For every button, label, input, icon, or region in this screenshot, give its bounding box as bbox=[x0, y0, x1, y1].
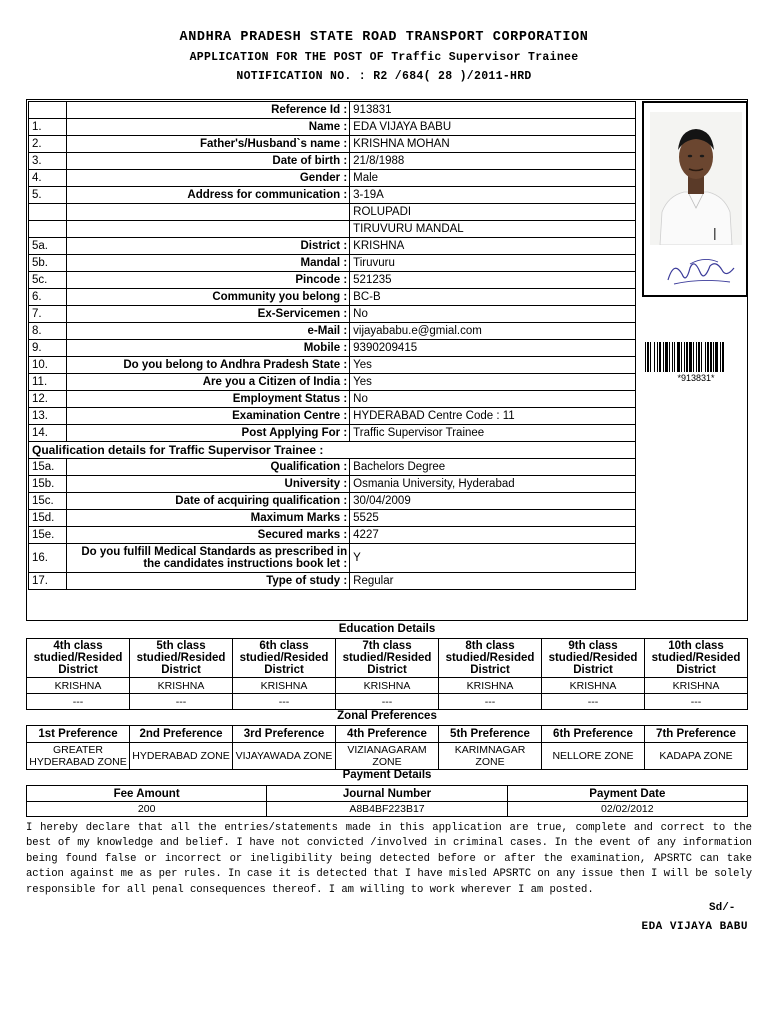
form-row bbox=[29, 425, 636, 442]
applicant-details-table bbox=[28, 101, 636, 590]
payment-header: Payment Date bbox=[507, 786, 747, 802]
field-value: 5525 bbox=[350, 510, 636, 527]
form-row bbox=[29, 136, 636, 153]
row-number: 3. bbox=[29, 153, 67, 170]
row-number: 16. bbox=[29, 544, 67, 573]
form-row bbox=[29, 459, 636, 476]
field-label: Name : bbox=[67, 119, 350, 136]
barcode-bar bbox=[715, 342, 718, 372]
field-label: Ex-Servicemen : bbox=[67, 306, 350, 323]
row-number: 8. bbox=[29, 323, 67, 340]
education-header: 8th class studied/Resided District bbox=[439, 639, 542, 678]
zone-header: 2nd Preference bbox=[130, 726, 233, 743]
field-value: vijayababu.e@gmial.com bbox=[350, 323, 636, 340]
zone-header: 3rd Preference bbox=[233, 726, 336, 743]
education-header: 5th class studied/Resided District bbox=[130, 639, 233, 678]
row-number: 15d. bbox=[29, 510, 67, 527]
payment-cell: A8B4BF223B17 bbox=[267, 802, 507, 817]
form-row bbox=[29, 476, 636, 493]
row-number: 4. bbox=[29, 170, 67, 187]
row-number: 5b. bbox=[29, 255, 67, 272]
field-value: Osmania University, Hyderabad bbox=[350, 476, 636, 493]
form-row bbox=[29, 187, 636, 204]
field-value: Traffic Supervisor Trainee bbox=[350, 425, 636, 442]
row-number: 2. bbox=[29, 136, 67, 153]
education-cell: KRISHNA bbox=[336, 678, 439, 694]
row-number: 5. bbox=[29, 187, 67, 204]
row-number bbox=[29, 102, 67, 119]
form-row bbox=[29, 221, 636, 238]
row-number: 15a. bbox=[29, 459, 67, 476]
row-number: 17. bbox=[29, 573, 67, 590]
qualification-heading-row bbox=[29, 442, 636, 459]
education-cell: KRISHNA bbox=[27, 678, 130, 694]
form-row bbox=[29, 289, 636, 306]
field-value: 21/8/1988 bbox=[350, 153, 636, 170]
field-value: 913831 bbox=[350, 102, 636, 119]
form-row bbox=[29, 374, 636, 391]
field-value: 4227 bbox=[350, 527, 636, 544]
barcode-bar bbox=[722, 342, 724, 372]
row-number: 9. bbox=[29, 340, 67, 357]
barcode-bar bbox=[654, 342, 655, 372]
field-value: Yes bbox=[350, 357, 636, 374]
payment-cell: 200 bbox=[27, 802, 267, 817]
form-row bbox=[29, 408, 636, 425]
education-cell: --- bbox=[542, 694, 645, 710]
barcode-bar bbox=[669, 342, 670, 372]
field-label: Type of study : bbox=[67, 573, 350, 590]
form-row bbox=[29, 238, 636, 255]
payment-header: Fee Amount bbox=[27, 786, 267, 802]
row-number bbox=[29, 204, 67, 221]
barcode-bar bbox=[693, 342, 694, 372]
barcode-bar bbox=[686, 342, 688, 372]
field-label: Mandal : bbox=[67, 255, 350, 272]
education-cell: KRISHNA bbox=[542, 678, 645, 694]
education-header: 6th class studied/Resided District bbox=[233, 639, 336, 678]
field-value: No bbox=[350, 391, 636, 408]
barcode-bar bbox=[698, 342, 700, 372]
field-label: Are you a Citizen of India : bbox=[67, 374, 350, 391]
barcode-bar bbox=[657, 342, 658, 372]
education-header: 4th class studied/Resided District bbox=[27, 639, 130, 678]
row-number: 10. bbox=[29, 357, 67, 374]
education-table bbox=[26, 638, 748, 710]
education-header: 9th class studied/Resided District bbox=[542, 639, 645, 678]
row-number: 15c. bbox=[29, 493, 67, 510]
field-label: Reference Id : bbox=[67, 102, 350, 119]
field-label: Employment Status : bbox=[67, 391, 350, 408]
payment-header: Journal Number bbox=[267, 786, 507, 802]
zone-header: 7th Preference bbox=[645, 726, 748, 743]
education-cell: --- bbox=[336, 694, 439, 710]
barcode-bar bbox=[647, 342, 649, 372]
barcode-bar bbox=[681, 342, 682, 372]
zone-cell: KADAPA ZONE bbox=[645, 743, 748, 770]
field-value: 9390209415 bbox=[350, 340, 636, 357]
payment-table bbox=[26, 785, 748, 817]
field-label: Post Applying For : bbox=[67, 425, 350, 442]
barcode-bar bbox=[674, 342, 675, 372]
education-header: 10th class studied/Resided District bbox=[645, 639, 748, 678]
row-number: 6. bbox=[29, 289, 67, 306]
field-value: EDA VIJAYA BABU bbox=[350, 119, 636, 136]
form-row bbox=[29, 357, 636, 374]
field-label: Date of birth : bbox=[67, 153, 350, 170]
field-value: 3-19A bbox=[350, 187, 636, 204]
post-title: APPLICATION FOR THE POST OF Traffic Supervisor Trainee bbox=[189, 51, 579, 64]
field-label: Maximum Marks : bbox=[67, 510, 350, 527]
row-number: 12. bbox=[29, 391, 67, 408]
form-row bbox=[29, 170, 636, 187]
field-label: Examination Centre : bbox=[67, 408, 350, 425]
field-label: e-Mail : bbox=[67, 323, 350, 340]
zone-header: 6th Preference bbox=[542, 726, 645, 743]
field-label: University : bbox=[67, 476, 350, 493]
row-number: 5a. bbox=[29, 238, 67, 255]
qualification-heading: Qualification details for Traffic Supervisor Trainee : bbox=[29, 442, 636, 459]
form-row bbox=[29, 153, 636, 170]
form-row bbox=[29, 306, 636, 323]
education-cell: KRISHNA bbox=[233, 678, 336, 694]
zone-cell: VIZIANAGARAM ZONE bbox=[336, 743, 439, 770]
form-row bbox=[29, 544, 636, 573]
form-row bbox=[29, 527, 636, 544]
row-number: 13. bbox=[29, 408, 67, 425]
field-value: BC-B bbox=[350, 289, 636, 306]
field-value: Male bbox=[350, 170, 636, 187]
field-label: Pincode : bbox=[67, 272, 350, 289]
zone-cell: GREATER HYDERABAD ZONE bbox=[27, 743, 130, 770]
row-number: 15b. bbox=[29, 476, 67, 493]
field-label: Mobile : bbox=[67, 340, 350, 357]
education-header: 7th class studied/Resided District bbox=[336, 639, 439, 678]
barcode-bar bbox=[672, 342, 673, 372]
signature-name: EDA VIJAYA BABU bbox=[641, 921, 748, 933]
zone-header: 4th Preference bbox=[336, 726, 439, 743]
declaration-text: I hereby declare that all the entries/statements made in this application are true, complete and correct to the best of my knowledge and belief. I have not convicted /involved in criminal cases. In the event of any information being found false or incorrect or ineligibility being detected before or after the examination, APSRTC can take action against me as per rules. In case it is detected that I have misled APSRTC on any issue then I will be solely responsible for all penal consequences thereof. I am willing to work wherever I am posted. bbox=[26, 822, 752, 896]
field-label: Father's/Husband`s name : bbox=[67, 136, 350, 153]
row-number: 14. bbox=[29, 425, 67, 442]
education-cell: KRISHNA bbox=[439, 678, 542, 694]
zonal-title: Zonal Preferences bbox=[337, 710, 437, 722]
barcode-bar bbox=[684, 342, 685, 372]
barcode-bar bbox=[710, 342, 712, 372]
form-row bbox=[29, 255, 636, 272]
field-label: Community you belong : bbox=[67, 289, 350, 306]
zonal-table bbox=[26, 725, 748, 770]
field-value: Regular bbox=[350, 573, 636, 590]
notification-number: NOTIFICATION NO. : R2 /684( 28 )/2011-HRD bbox=[236, 70, 532, 83]
barcode-bar bbox=[645, 342, 646, 372]
row-number: 1. bbox=[29, 119, 67, 136]
form-row bbox=[29, 493, 636, 510]
row-number: 15e. bbox=[29, 527, 67, 544]
payment-title: Payment Details bbox=[342, 769, 432, 781]
field-value: KRISHNA MOHAN bbox=[350, 136, 636, 153]
row-number: 7. bbox=[29, 306, 67, 323]
field-label: District : bbox=[67, 238, 350, 255]
row-number: 11. bbox=[29, 374, 67, 391]
form-row bbox=[29, 204, 636, 221]
field-value: TIRUVURU MANDAL bbox=[350, 221, 636, 238]
row-number bbox=[29, 221, 67, 238]
education-cell: --- bbox=[645, 694, 748, 710]
barcode-bar bbox=[707, 342, 709, 372]
form-row bbox=[29, 102, 636, 119]
applicant-photo bbox=[650, 112, 742, 245]
field-value: 30/04/2009 bbox=[350, 493, 636, 510]
form-row bbox=[29, 391, 636, 408]
barcode-text: *913831* bbox=[677, 373, 715, 383]
field-label: Date of acquiring qualification : bbox=[67, 493, 350, 510]
form-row bbox=[29, 340, 636, 357]
education-cell: --- bbox=[439, 694, 542, 710]
barcode-bar bbox=[677, 342, 680, 372]
barcode-image bbox=[645, 342, 747, 372]
zone-cell: VIJAYAWADA ZONE bbox=[233, 743, 336, 770]
field-label: Do you fulfill Medical Standards as prescribed in the candidates instructions book let : bbox=[67, 544, 350, 573]
barcode-bar bbox=[663, 342, 664, 372]
sd-mark: Sd/- bbox=[709, 902, 736, 914]
education-cell: KRISHNA bbox=[645, 678, 748, 694]
barcode-bar bbox=[705, 342, 706, 372]
row-number: 5c. bbox=[29, 272, 67, 289]
field-label: Secured marks : bbox=[67, 527, 350, 544]
field-value: 521235 bbox=[350, 272, 636, 289]
zone-header: 1st Preference bbox=[27, 726, 130, 743]
education-cell: KRISHNA bbox=[130, 678, 233, 694]
org-title: ANDHRA PRADESH STATE ROAD TRANSPORT CORPORATION bbox=[179, 30, 589, 45]
field-label bbox=[67, 204, 350, 221]
form-row bbox=[29, 272, 636, 289]
field-value: Tiruvuru bbox=[350, 255, 636, 272]
education-cell: --- bbox=[130, 694, 233, 710]
education-cell: --- bbox=[27, 694, 130, 710]
field-label: Qualification : bbox=[67, 459, 350, 476]
barcode-bar bbox=[696, 342, 697, 372]
field-label: Address for communication : bbox=[67, 187, 350, 204]
barcode-bar bbox=[659, 342, 661, 372]
zone-cell: NELLORE ZONE bbox=[542, 743, 645, 770]
barcode-bar bbox=[650, 342, 651, 372]
barcode-bar bbox=[689, 342, 692, 372]
applicant-signature-image bbox=[660, 254, 742, 290]
field-value: ROLUPADI bbox=[350, 204, 636, 221]
field-value: No bbox=[350, 306, 636, 323]
field-value: Yes bbox=[350, 374, 636, 391]
zone-header: 5th Preference bbox=[439, 726, 542, 743]
payment-cell: 02/02/2012 bbox=[507, 802, 747, 817]
form-row bbox=[29, 573, 636, 590]
field-value: KRISHNA bbox=[350, 238, 636, 255]
field-value: HYDERABAD Centre Code : 11 bbox=[350, 408, 636, 425]
field-label bbox=[67, 221, 350, 238]
barcode-bar bbox=[701, 342, 702, 372]
zone-cell: KARIMNAGAR ZONE bbox=[439, 743, 542, 770]
barcode-bar bbox=[713, 342, 714, 372]
barcode-bar bbox=[665, 342, 668, 372]
field-label: Do you belong to Andhra Pradesh State : bbox=[67, 357, 350, 374]
barcode-bar bbox=[720, 342, 721, 372]
field-label: Gender : bbox=[67, 170, 350, 187]
field-value: Y bbox=[350, 544, 636, 573]
education-title: Education Details bbox=[338, 623, 436, 635]
education-cell: --- bbox=[233, 694, 336, 710]
zone-cell: HYDERABAD ZONE bbox=[130, 743, 233, 770]
form-row bbox=[29, 510, 636, 527]
form-row bbox=[29, 323, 636, 340]
form-row bbox=[29, 119, 636, 136]
field-value: Bachelors Degree bbox=[350, 459, 636, 476]
